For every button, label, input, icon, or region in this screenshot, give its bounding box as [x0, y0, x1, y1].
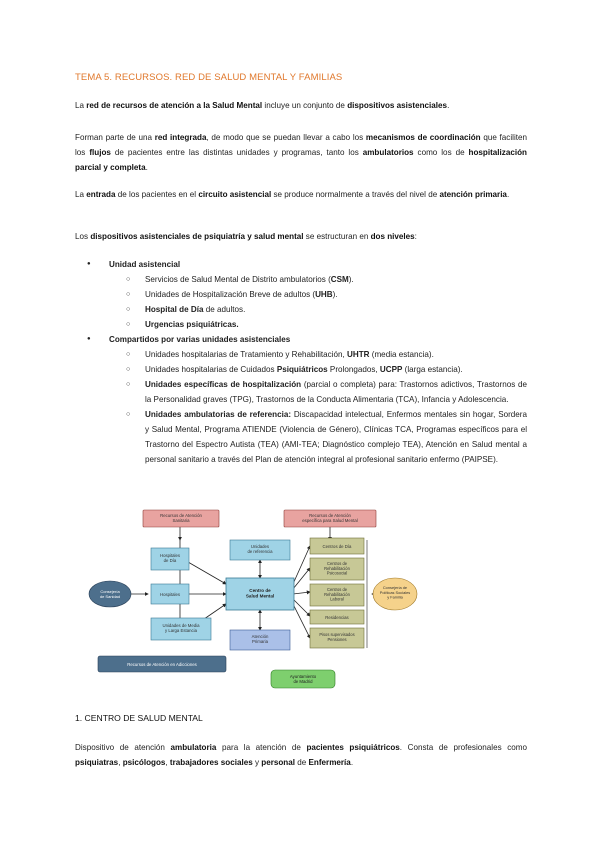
list-item: ○ Unidades hospitalarias de Tratamiento y Rehabilitación, UHTR (media estancia). — [109, 347, 527, 362]
list-item-compartidos: ● Compartidos por varias unidades asistenciales ○ Unidades hospitalarias de Tratamiento y Rehabilitación, UHTR (media estancia). ○ Unidades hospitalarias de Cuidados Psiquiátricos Prolongados, UCPP (larga estancia). ○ Unidades específicas de hospitalización (parcial o completa) para: Trastornos adictivos, Trastornos de la Personalidad graves (TPG), Trastornos de la Conducta Alimentaria (TCA), Infancia y Adolescencia. ○ Unidades ambulatorias de referencia: Discapacidad intelectual, Enfermos mentales sin hogar, Sordera y Salud Mental, Programa ATIENDE (Violencia de Género), Clínicas TCA, Programas específicos para el Trastorno del Espectro Autista (TEA) (AMI-TEA; Diagnóstico complejo TEA), Atención en Salud mental a personal sanitario a través del Plan de atención integral al profesional sanitario enfermo (PAIPSE). — [75, 332, 527, 467]
box-residencias — [310, 610, 364, 624]
svg-text:Pisos supervisadosPensiones: Pisos supervisados Pensiones — [319, 632, 355, 642]
ellipse-consejeria-sanidad — [89, 581, 131, 607]
box-atencion-primaria — [230, 630, 290, 650]
box-hospitales-dia — [151, 548, 189, 570]
box-hospitales — [151, 584, 189, 604]
svg-text:Residencias: Residencias — [325, 615, 349, 620]
svg-text:Centros de Día: Centros de Día — [322, 544, 352, 549]
list-item: ○ Unidades de Hospitalización Breve de adultos (UHB). — [109, 287, 527, 302]
box-centro-salud-mental — [226, 578, 294, 610]
svg-text:Centro deSalud Mental: Centro de Salud Mental — [245, 588, 275, 599]
svg-text:Centros deRehabilitaciónLabora: Centros de Rehabilitación Laboral — [324, 587, 350, 602]
svg-text:Unidades de Mediay Larga Estan: Unidades de Media y Larga Estancia — [162, 623, 200, 633]
list-item: ○ Unidades específicas de hospitalización (parcial o completa) para: Trastornos adictivos, Trastornos de la Personalidad graves (TPG), Trastornos de la Conducta Alimentaria (TCA), Infancia y Adolescencia. — [109, 377, 527, 407]
box-recursos-especifica — [284, 510, 376, 527]
paragraph-red-integrada: Forman parte de una red integrada, de modo que se puedan llevar a cabo los mecanismos de coordinación que faciliten los flujos de pacientes entre las distintas unidades y programas, tanto los ambulatorios como los de hospitalización parcial y completa. — [75, 133, 527, 172]
levels-list — [75, 257, 527, 467]
box-recursos-adicciones — [98, 656, 226, 672]
svg-text:Hospitalesde Día: Hospitales de Día — [159, 553, 181, 563]
svg-text:Unidadesde referencia: Unidades de referencia — [247, 544, 273, 554]
page-title: TEMA 5. RECURSOS. RED DE SALUD MENTAL Y FAMILIAS — [75, 72, 343, 83]
svg-text:Centros deRehabilitaciónPsicos: Centros de Rehabilitación Psicosocial — [324, 561, 350, 576]
svg-text:Hospitales: Hospitales — [159, 592, 181, 597]
paragraph-intro: La red de recursos de atención a la Salud Mental incluye un conjunto de dispositivos asistenciales. — [75, 101, 450, 110]
paragraph-niveles: Los dispositivos asistenciales de psiquiatría y salud mental se estructuran en dos niveles: — [75, 232, 417, 241]
box-media-larga-estancia — [151, 618, 211, 640]
list-item: ○ Unidades ambulatorias de referencia: Discapacidad intelectual, Enfermos mentales sin hogar, Sordera y Salud Mental, Programa ATIENDE (Violencia de Género), Clínicas TCA, Programas específicos para el Trastorno del Espectro Autista (TEA) (AMI-TEA; Diagnóstico complejo TEA), Atención en Salud mental a personal sanitario a través del Plan de atención integral al profesional sanitario enfermo (PAIPSE). — [109, 407, 527, 467]
paragraph-entrada: La entrada de los pacientes en el circuito asistencial se produce normalmente a través del nivel de atención primaria. — [75, 190, 510, 199]
list-item: ○ Unidades hospitalarias de Cuidados Psiquiátricos Prolongados, UCPP (larga estancia). — [109, 362, 527, 377]
list-item-unidad-asistencial: ● Unidad asistencial ○ Servicios de Salud Mental de Distrito ambulatorios (CSM). ○ Unidades de Hospitalización Breve de adultos (UHB). ○ Hospital de Día de adultos. ○ Urgencias psiquiátricas. — [75, 257, 527, 332]
list-item: ○ Urgencias psiquiátricas. — [109, 317, 527, 332]
box-recursos-sanitaria — [143, 510, 219, 527]
svg-text:Consejeríade Sanidad: Consejería de Sanidad — [99, 589, 121, 599]
box-crps — [310, 558, 364, 580]
box-pisos-pensiones — [310, 628, 364, 648]
box-ayuntamiento-madrid — [271, 670, 335, 688]
list-item: ○ Servicios de Salud Mental de Distrito ambulatorios (CSM). — [109, 272, 527, 287]
box-centros-dia — [310, 538, 364, 554]
section-heading-centro-salud-mental: 1. CENTRO DE SALUD MENTAL — [75, 713, 203, 723]
network-diagram — [88, 504, 418, 694]
box-unidades-referencia — [230, 540, 290, 560]
ellipse-consejeria-politicas-sociales — [373, 578, 417, 610]
svg-text:Recursos de Atenciónespecífica: Recursos de Atención específica para Salud Mental — [302, 513, 358, 523]
paragraph-csm: Dispositivo de atención ambulatoria para la atención de pacientes psiquiátricos. Consta de profesionales como psiquiatras, psicólogos, trabajadores sociales y personal de Enfermería. — [75, 743, 527, 767]
svg-text:Recursos de AtenciónSanitaria: Recursos de Atención Sanitaria — [160, 513, 202, 523]
box-crl — [310, 584, 364, 606]
svg-text:Consejería dePolíticas Sociale: Consejería de Políticas Sociales y Familia — [379, 585, 411, 600]
svg-text:Recursos de Atención en Adicci: Recursos de Atención en Adicciones — [127, 662, 197, 667]
svg-text:AtenciónPrimaria: Atención Primaria — [251, 634, 269, 644]
svg-text:Ayuntamientode Madrid: Ayuntamiento de Madrid — [289, 674, 317, 684]
list-item: ○ Hospital de Día de adultos. — [109, 302, 527, 317]
